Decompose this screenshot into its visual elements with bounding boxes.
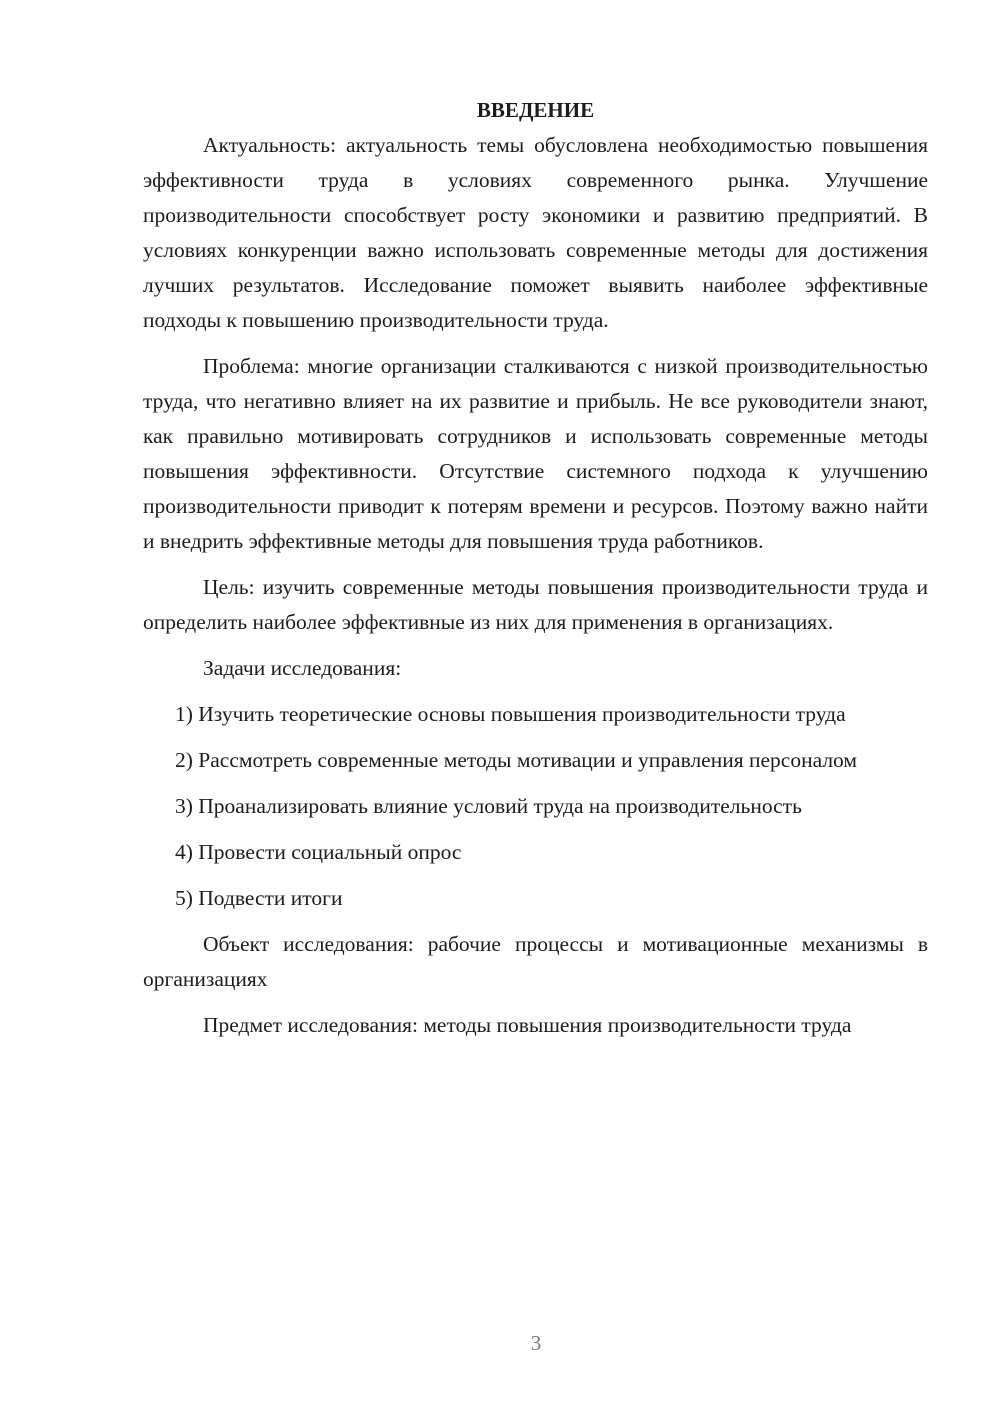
- page-title: ВВЕДЕНИЕ: [476, 98, 595, 122]
- task-item-1: 1) Изучить теоретические основы повышения производительности труда: [175, 702, 846, 726]
- tasks-heading: Задачи исследования:: [203, 656, 402, 680]
- task-item-2: 2) Рассмотреть современные методы мотивации и управления персоналом: [175, 748, 858, 772]
- paragraph-relevance: Актуальность: актуальность темы обусловлена необходимостью повышения эффективности труда в условиях современного рынка. Улучшение производительности способствует росту экономики и развитию предприятий. В условиях конкуренции важно использовать современные методы для достижения лучших результатов. Исследование поможет выявить наиболее эффективные подходы к повышению производительности труда.: [143, 133, 928, 332]
- paragraph-goal: Цель: изучить современные методы повышения производительности труда и определить наиболее эффективные из них для применения в организациях.: [143, 575, 928, 634]
- paragraph-object: Объект исследования: рабочие процессы и мотивационные механизмы в организациях: [143, 932, 928, 991]
- paragraph-problem: Проблема: многие организации сталкиваются с низкой производительностью труда, что негативно влияет на их развитие и прибыль. Не все руководители знают, как правильно мотивировать сотрудников и использовать современные методы повышения эффективности. Отсутствие системного подхода к улучшению производительности приводит к потерям времени и ресурсов. Поэтому важно найти и внедрить эффективные методы для повышения труда работников.: [143, 354, 928, 553]
- page-number: 3: [530, 1331, 542, 1355]
- paragraph-subject: Предмет исследования: методы повышения производительности труда: [203, 1013, 852, 1037]
- task-item-4: 4) Провести социальный опрос: [175, 840, 462, 864]
- task-item-5: 5) Подвести итоги: [175, 886, 343, 910]
- task-item-3: 3) Проанализировать влияние условий труда на производительность: [175, 794, 802, 818]
- document-page: [143, 93, 928, 1043]
